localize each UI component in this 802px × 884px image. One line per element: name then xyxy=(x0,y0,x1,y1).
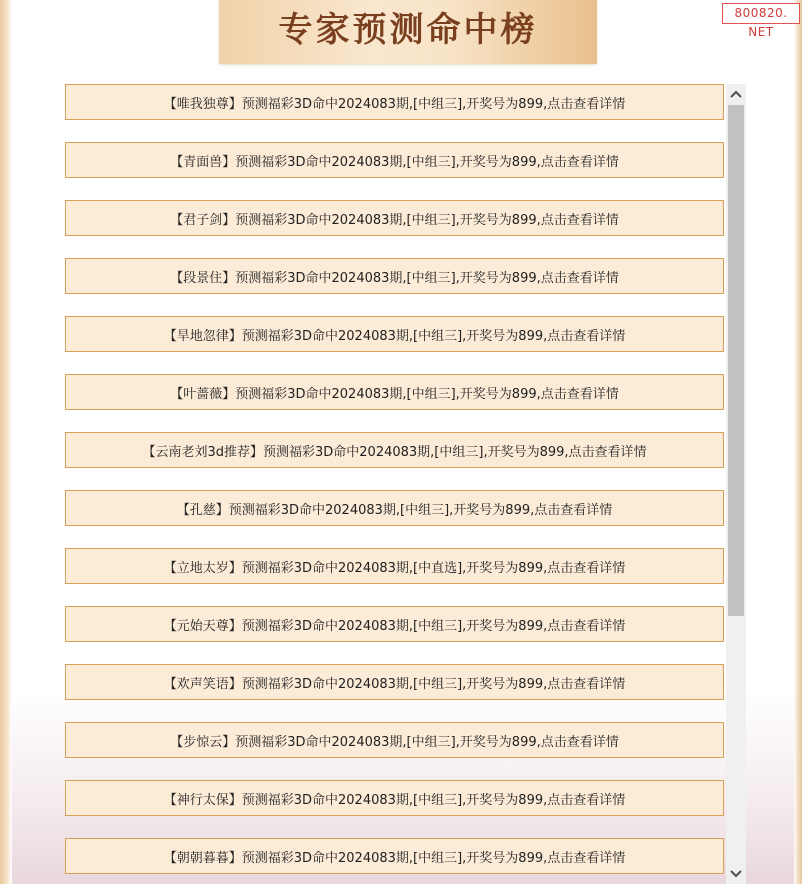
header-banner xyxy=(219,0,597,64)
prediction-item[interactable]: 【旱地忽律】预测福彩3D命中2024083期,[中组三],开奖号为899,点击查看详情 xyxy=(65,316,724,352)
page-frame-left xyxy=(0,0,12,884)
scrollbar-thumb[interactable] xyxy=(728,105,744,616)
prediction-item[interactable]: 【立地太岁】预测福彩3D命中2024083期,[中直选],开奖号为899,点击查看详情 xyxy=(65,548,724,584)
prediction-item[interactable]: 【神行太保】预测福彩3D命中2024083期,[中组三],开奖号为899,点击查看详情 xyxy=(65,780,724,816)
list-scrollbar[interactable] xyxy=(726,84,746,884)
chevron-up-icon[interactable] xyxy=(726,84,746,104)
page-frame-right xyxy=(794,0,802,884)
prediction-list-viewport xyxy=(65,84,746,884)
prediction-item[interactable]: 【段景住】预测福彩3D命中2024083期,[中组三],开奖号为899,点击查看详情 xyxy=(65,258,724,294)
prediction-item[interactable]: 【欢声笑语】预测福彩3D命中2024083期,[中组三],开奖号为899,点击查看详情 xyxy=(65,664,724,700)
prediction-item[interactable]: 【唯我独尊】预测福彩3D命中2024083期,[中组三],开奖号为899,点击查看详情 xyxy=(65,84,724,120)
page-title: 专家预测命中榜 xyxy=(278,9,538,50)
prediction-item[interactable]: 【叶蔷薇】预测福彩3D命中2024083期,[中组三],开奖号为899,点击查看详情 xyxy=(65,374,724,410)
chevron-down-icon[interactable] xyxy=(726,864,746,884)
prediction-item[interactable]: 【步惊云】预测福彩3D命中2024083期,[中组三],开奖号为899,点击查看详情 xyxy=(65,722,724,758)
prediction-item[interactable]: 【孔慈】预测福彩3D命中2024083期,[中组三],开奖号为899,点击查看详情 xyxy=(65,490,724,526)
prediction-item[interactable]: 【元始天尊】预测福彩3D命中2024083期,[中组三],开奖号为899,点击查看详情 xyxy=(65,606,724,642)
prediction-item[interactable]: 【青面兽】预测福彩3D命中2024083期,[中组三],开奖号为899,点击查看详情 xyxy=(65,142,724,178)
prediction-item[interactable]: 【云南老刘3d推荐】预测福彩3D命中2024083期,[中组三],开奖号为899,点击查看详情 xyxy=(65,432,724,468)
prediction-item[interactable]: 【君子剑】预测福彩3D命中2024083期,[中组三],开奖号为899,点击查看详情 xyxy=(65,200,724,236)
site-watermark: 800820. NET xyxy=(722,3,800,24)
prediction-item[interactable]: 【朝朝暮暮】预测福彩3D命中2024083期,[中组三],开奖号为899,点击查看详情 xyxy=(65,838,724,874)
